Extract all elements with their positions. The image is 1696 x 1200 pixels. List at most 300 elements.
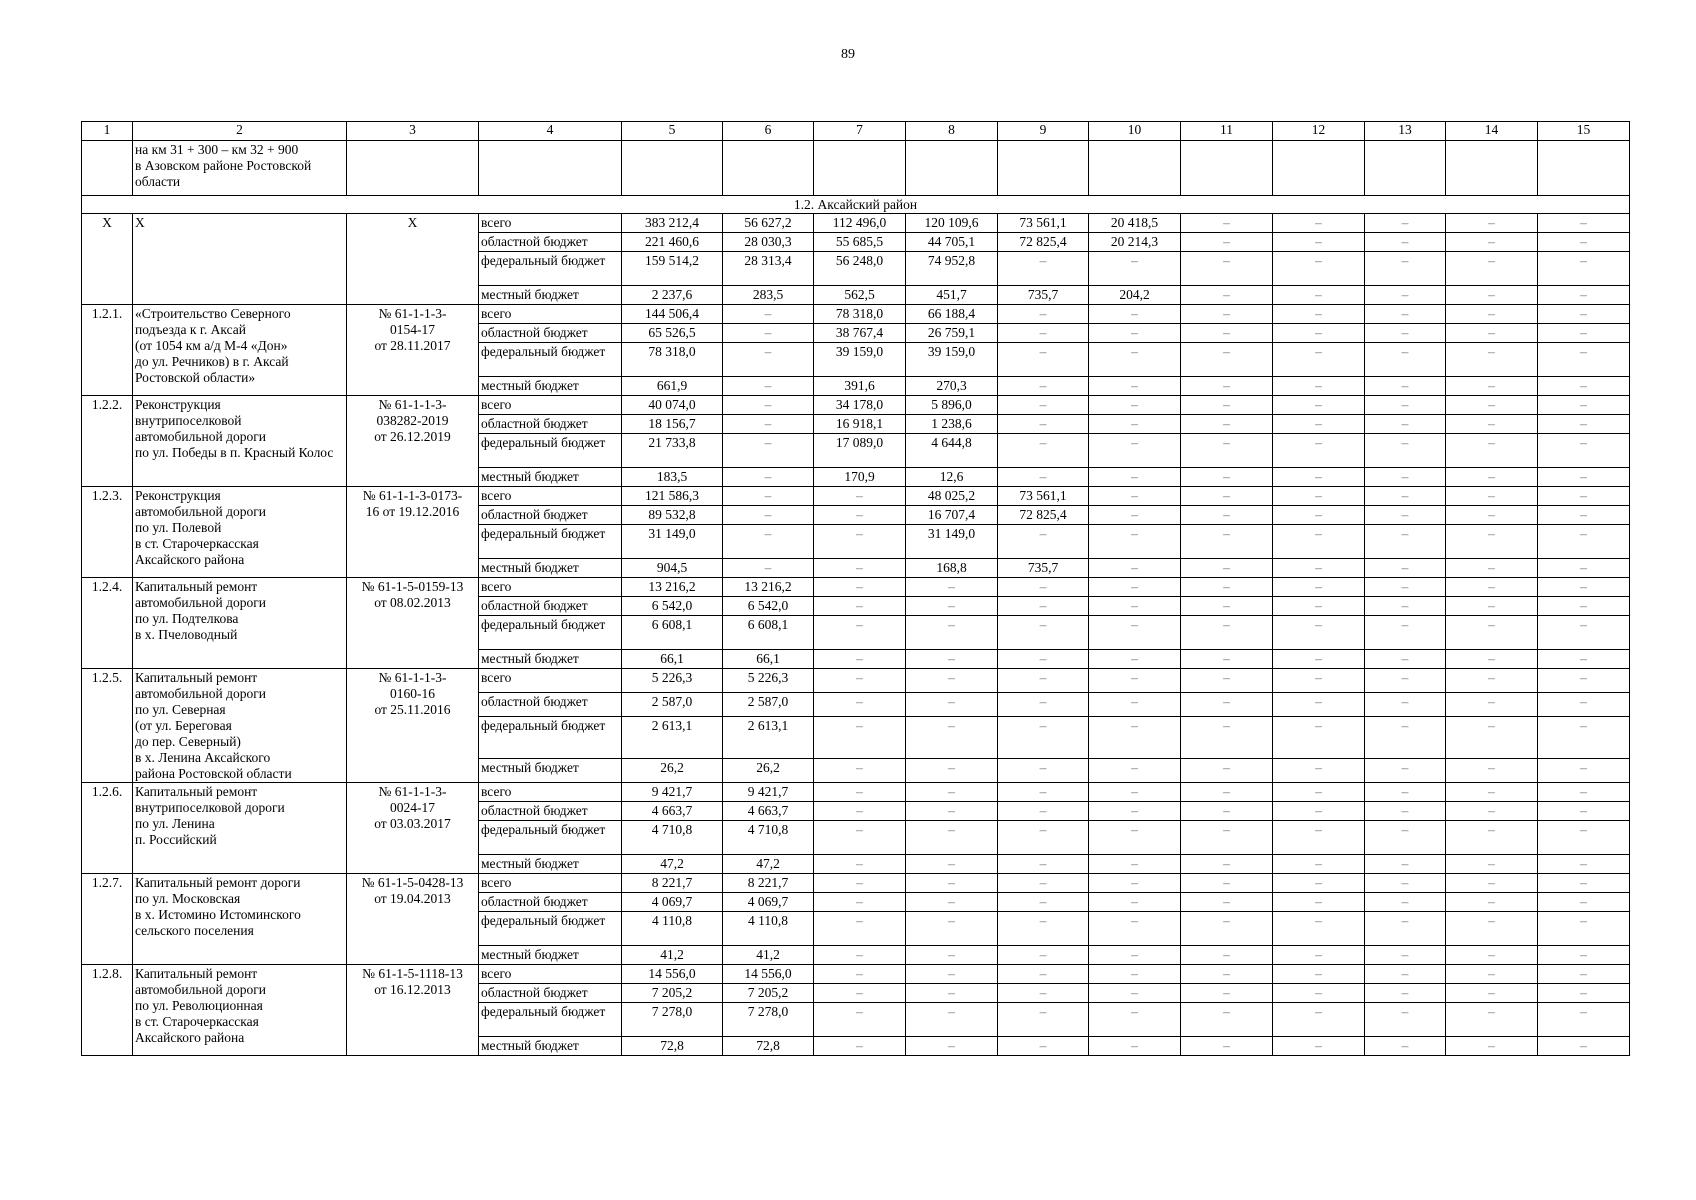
amount-cell: –: [1181, 286, 1273, 305]
amount-cell: –: [1365, 506, 1446, 525]
empty-cell: [1538, 141, 1630, 196]
amount-cell: –: [1089, 650, 1181, 669]
funding-source: всего: [479, 669, 622, 693]
amount-cell: –: [1446, 1003, 1538, 1037]
amount-cell: –: [814, 597, 906, 616]
funding-source: местный бюджет: [479, 759, 622, 783]
amount-cell: –: [1273, 343, 1365, 377]
amount-cell: –: [998, 759, 1089, 783]
column-number: 3: [347, 122, 479, 141]
amount-cell: 31 149,0: [622, 525, 723, 559]
amount-cell: –: [723, 415, 814, 434]
funding-source: областной бюджет: [479, 597, 622, 616]
amount-cell: –: [1365, 377, 1446, 396]
amount-cell: –: [1365, 343, 1446, 377]
amount-cell: –: [1446, 616, 1538, 650]
amount-cell: 7 205,2: [723, 984, 814, 1003]
funding-source: областной бюджет: [479, 984, 622, 1003]
amount-cell: –: [1365, 525, 1446, 559]
amount-cell: –: [1181, 396, 1273, 415]
item-code: X: [82, 214, 133, 305]
amount-cell: 735,7: [998, 286, 1089, 305]
amount-cell: 4 663,7: [622, 802, 723, 821]
amount-cell: –: [1446, 597, 1538, 616]
amount-cell: 6 542,0: [622, 597, 723, 616]
amount-cell: –: [1181, 252, 1273, 286]
amount-cell: 4 069,7: [622, 893, 723, 912]
table-row: [82, 965, 1630, 984]
amount-cell: 1 238,6: [906, 415, 998, 434]
amount-cell: –: [1538, 893, 1630, 912]
amount-cell: 89 532,8: [622, 506, 723, 525]
amount-cell: –: [1181, 343, 1273, 377]
funding-source: областной бюджет: [479, 233, 622, 252]
amount-cell: –: [814, 984, 906, 1003]
amount-cell: 18 156,7: [622, 415, 723, 434]
funding-source: областной бюджет: [479, 802, 622, 821]
amount-cell: –: [1089, 396, 1181, 415]
expertise-document: № 61-1-5-0428-13 от 19.04.2013: [347, 874, 479, 965]
amount-cell: –: [1538, 525, 1630, 559]
amount-cell: –: [1089, 912, 1181, 946]
amount-cell: 121 586,3: [622, 487, 723, 506]
amount-cell: –: [1446, 855, 1538, 874]
expertise-document: X: [347, 214, 479, 305]
amount-cell: –: [1181, 912, 1273, 946]
amount-cell: –: [1538, 233, 1630, 252]
amount-cell: –: [814, 1037, 906, 1056]
amount-cell: –: [1273, 252, 1365, 286]
amount-cell: –: [1089, 783, 1181, 802]
amount-cell: –: [1365, 305, 1446, 324]
amount-cell: –: [1089, 434, 1181, 468]
amount-cell: –: [814, 874, 906, 893]
empty-cell: [998, 141, 1089, 196]
amount-cell: –: [1089, 984, 1181, 1003]
amount-cell: 5 896,0: [906, 396, 998, 415]
amount-cell: –: [1273, 802, 1365, 821]
amount-cell: –: [1273, 984, 1365, 1003]
amount-cell: –: [906, 692, 998, 716]
funding-source: федеральный бюджет: [479, 616, 622, 650]
amount-cell: –: [814, 1003, 906, 1037]
empty-cell: [479, 141, 622, 196]
amount-cell: –: [1089, 559, 1181, 578]
amount-cell: –: [1446, 233, 1538, 252]
amount-cell: –: [998, 912, 1089, 946]
column-number: 2: [133, 122, 347, 141]
amount-cell: 170,9: [814, 468, 906, 487]
funding-source: областной бюджет: [479, 692, 622, 716]
amount-cell: 56 627,2: [723, 214, 814, 233]
amount-cell: –: [1365, 669, 1446, 693]
amount-cell: 47,2: [723, 855, 814, 874]
amount-cell: –: [998, 984, 1089, 1003]
amount-cell: 41,2: [723, 946, 814, 965]
amount-cell: 31 149,0: [906, 525, 998, 559]
amount-cell: 34 178,0: [814, 396, 906, 415]
empty-cell: [347, 141, 479, 196]
amount-cell: –: [998, 578, 1089, 597]
amount-cell: –: [1273, 286, 1365, 305]
amount-cell: –: [1538, 487, 1630, 506]
amount-cell: –: [998, 1003, 1089, 1037]
amount-cell: –: [1181, 783, 1273, 802]
amount-cell: –: [1089, 1037, 1181, 1056]
amount-cell: –: [814, 525, 906, 559]
amount-cell: 38 767,4: [814, 324, 906, 343]
amount-cell: 78 318,0: [814, 305, 906, 324]
amount-cell: 66 188,4: [906, 305, 998, 324]
amount-cell: 8 221,7: [622, 874, 723, 893]
amount-cell: –: [1273, 783, 1365, 802]
amount-cell: 2 587,0: [723, 692, 814, 716]
column-number: 15: [1538, 122, 1630, 141]
amount-cell: –: [998, 343, 1089, 377]
amount-cell: –: [1365, 783, 1446, 802]
amount-cell: –: [1365, 893, 1446, 912]
amount-cell: –: [1365, 324, 1446, 343]
amount-cell: –: [1446, 343, 1538, 377]
amount-cell: –: [1538, 506, 1630, 525]
amount-cell: –: [998, 855, 1089, 874]
amount-cell: 283,5: [723, 286, 814, 305]
amount-cell: –: [723, 396, 814, 415]
funding-source: всего: [479, 396, 622, 415]
amount-cell: –: [906, 912, 998, 946]
amount-cell: 14 556,0: [622, 965, 723, 984]
amount-cell: –: [1538, 434, 1630, 468]
amount-cell: 4 110,8: [622, 912, 723, 946]
amount-cell: –: [1273, 525, 1365, 559]
item-code: 1.2.7.: [82, 874, 133, 965]
column-number: 13: [1365, 122, 1446, 141]
amount-cell: –: [1446, 559, 1538, 578]
amount-cell: –: [1446, 821, 1538, 855]
funding-source: всего: [479, 965, 622, 984]
amount-cell: –: [1365, 415, 1446, 434]
item-code: 1.2.3.: [82, 487, 133, 578]
amount-cell: –: [1446, 1037, 1538, 1056]
amount-cell: –: [814, 783, 906, 802]
amount-cell: –: [906, 669, 998, 693]
column-number: 5: [622, 122, 723, 141]
amount-cell: 735,7: [998, 559, 1089, 578]
amount-cell: –: [1446, 252, 1538, 286]
amount-cell: –: [814, 912, 906, 946]
amount-cell: 13 216,2: [723, 578, 814, 597]
amount-cell: –: [1089, 506, 1181, 525]
amount-cell: 4 663,7: [723, 802, 814, 821]
amount-cell: –: [1365, 286, 1446, 305]
table-row: [82, 396, 1630, 415]
amount-cell: –: [1446, 912, 1538, 946]
amount-cell: 21 733,8: [622, 434, 723, 468]
object-name: Реконструкция автомобильной дороги по ул. Полевой в ст. Старочеркасская Аксайского района: [133, 487, 347, 578]
amount-cell: 144 506,4: [622, 305, 723, 324]
amount-cell: –: [723, 559, 814, 578]
amount-cell: –: [1273, 855, 1365, 874]
amount-cell: –: [814, 578, 906, 597]
funding-source: местный бюджет: [479, 855, 622, 874]
amount-cell: –: [1538, 324, 1630, 343]
amount-cell: –: [814, 559, 906, 578]
amount-cell: 66,1: [723, 650, 814, 669]
amount-cell: –: [1089, 578, 1181, 597]
amount-cell: –: [1446, 506, 1538, 525]
funding-source: всего: [479, 487, 622, 506]
amount-cell: –: [1181, 759, 1273, 783]
amount-cell: –: [998, 324, 1089, 343]
object-name: Реконструкция внутрипоселковой автомобильной дороги по ул. Победы в п. Красный Колос: [133, 396, 347, 487]
amount-cell: –: [1365, 716, 1446, 759]
amount-cell: 159 514,2: [622, 252, 723, 286]
amount-cell: –: [1273, 324, 1365, 343]
amount-cell: –: [998, 377, 1089, 396]
amount-cell: –: [1365, 434, 1446, 468]
funding-source: местный бюджет: [479, 377, 622, 396]
amount-cell: –: [723, 434, 814, 468]
amount-cell: –: [1446, 874, 1538, 893]
amount-cell: –: [906, 893, 998, 912]
amount-cell: –: [1538, 214, 1630, 233]
amount-cell: –: [1538, 377, 1630, 396]
amount-cell: 20 214,3: [1089, 233, 1181, 252]
amount-cell: –: [1538, 855, 1630, 874]
amount-cell: –: [1089, 597, 1181, 616]
amount-cell: –: [723, 487, 814, 506]
amount-cell: –: [906, 821, 998, 855]
amount-cell: –: [1181, 821, 1273, 855]
amount-cell: 112 496,0: [814, 214, 906, 233]
amount-cell: –: [1089, 692, 1181, 716]
object-name: Капитальный ремонт автомобильной дороги по ул. Северная (от ул. Береговая до пер. Северный) в х. Ленина Аксайского района Ростовской области: [133, 669, 347, 783]
amount-cell: –: [1089, 855, 1181, 874]
expertise-document: № 61-1-1-3-0173- 16 от 19.12.2016: [347, 487, 479, 578]
amount-cell: –: [1089, 616, 1181, 650]
amount-cell: –: [1365, 578, 1446, 597]
funding-source: федеральный бюджет: [479, 821, 622, 855]
amount-cell: 183,5: [622, 468, 723, 487]
amount-cell: –: [906, 783, 998, 802]
amount-cell: 73 561,1: [998, 487, 1089, 506]
amount-cell: –: [1181, 855, 1273, 874]
amount-cell: –: [814, 716, 906, 759]
amount-cell: –: [1273, 233, 1365, 252]
funding-source: федеральный бюджет: [479, 716, 622, 759]
object-name: Капитальный ремонт дороги по ул. Московская в х. Истомино Истоминского сельского поселения: [133, 874, 347, 965]
amount-cell: –: [998, 965, 1089, 984]
amount-cell: –: [1273, 1003, 1365, 1037]
amount-cell: –: [1181, 650, 1273, 669]
amount-cell: 39 159,0: [814, 343, 906, 377]
amount-cell: –: [906, 984, 998, 1003]
funding-source: федеральный бюджет: [479, 252, 622, 286]
amount-cell: –: [1089, 669, 1181, 693]
amount-cell: –: [1273, 1037, 1365, 1056]
amount-cell: –: [1446, 802, 1538, 821]
amount-cell: –: [1446, 468, 1538, 487]
amount-cell: –: [1273, 415, 1365, 434]
amount-cell: –: [906, 578, 998, 597]
amount-cell: 4 069,7: [723, 893, 814, 912]
amount-cell: –: [1181, 597, 1273, 616]
amount-cell: –: [1181, 802, 1273, 821]
amount-cell: –: [1446, 578, 1538, 597]
amount-cell: –: [1538, 468, 1630, 487]
amount-cell: –: [1538, 984, 1630, 1003]
table-row: [82, 305, 1630, 324]
amount-cell: –: [814, 506, 906, 525]
amount-cell: –: [814, 650, 906, 669]
amount-cell: –: [1446, 324, 1538, 343]
amount-cell: –: [1446, 669, 1538, 693]
financing-table: [81, 121, 1630, 1056]
funding-source: всего: [479, 874, 622, 893]
amount-cell: –: [1538, 616, 1630, 650]
funding-source: всего: [479, 214, 622, 233]
amount-cell: –: [1365, 559, 1446, 578]
amount-cell: –: [906, 855, 998, 874]
amount-cell: 72 825,4: [998, 233, 1089, 252]
amount-cell: –: [1181, 377, 1273, 396]
amount-cell: –: [1365, 252, 1446, 286]
empty-cell: [1089, 141, 1181, 196]
amount-cell: –: [1181, 616, 1273, 650]
amount-cell: 9 421,7: [723, 783, 814, 802]
empty-cell: [1181, 141, 1273, 196]
amount-cell: –: [998, 893, 1089, 912]
amount-cell: –: [1365, 965, 1446, 984]
amount-cell: –: [1365, 616, 1446, 650]
amount-cell: –: [998, 874, 1089, 893]
funding-source: местный бюджет: [479, 559, 622, 578]
empty-cell: [1273, 141, 1365, 196]
amount-cell: –: [1365, 692, 1446, 716]
amount-cell: 4 710,8: [723, 821, 814, 855]
amount-cell: –: [1538, 305, 1630, 324]
amount-cell: –: [1446, 525, 1538, 559]
amount-cell: –: [1446, 946, 1538, 965]
funding-source: всего: [479, 783, 622, 802]
funding-source: областной бюджет: [479, 324, 622, 343]
expertise-document: № 61-1-5-0159-13 от 08.02.2013: [347, 578, 479, 669]
amount-cell: –: [1365, 1037, 1446, 1056]
amount-cell: –: [1365, 984, 1446, 1003]
amount-cell: –: [1446, 716, 1538, 759]
funding-source: местный бюджет: [479, 468, 622, 487]
funding-source: федеральный бюджет: [479, 912, 622, 946]
amount-cell: –: [998, 802, 1089, 821]
column-number: 8: [906, 122, 998, 141]
amount-cell: –: [1365, 802, 1446, 821]
object-name: Капитальный ремонт внутрипоселковой дороги по ул. Ленина п. Российский: [133, 783, 347, 874]
amount-cell: –: [906, 759, 998, 783]
amount-cell: –: [1181, 468, 1273, 487]
amount-cell: –: [1089, 415, 1181, 434]
table-row: [82, 783, 1630, 802]
amount-cell: –: [1181, 965, 1273, 984]
amount-cell: –: [814, 669, 906, 693]
amount-cell: 12,6: [906, 468, 998, 487]
amount-cell: 28 030,3: [723, 233, 814, 252]
amount-cell: –: [906, 1003, 998, 1037]
amount-cell: 13 216,2: [622, 578, 723, 597]
amount-cell: 2 587,0: [622, 692, 723, 716]
amount-cell: –: [998, 252, 1089, 286]
amount-cell: –: [1089, 759, 1181, 783]
amount-cell: –: [998, 616, 1089, 650]
amount-cell: 562,5: [814, 286, 906, 305]
amount-cell: 383 212,4: [622, 214, 723, 233]
amount-cell: –: [1089, 305, 1181, 324]
amount-cell: –: [906, 716, 998, 759]
amount-cell: –: [1181, 305, 1273, 324]
amount-cell: –: [814, 692, 906, 716]
amount-cell: –: [1273, 946, 1365, 965]
amount-cell: –: [906, 1037, 998, 1056]
amount-cell: –: [1538, 415, 1630, 434]
amount-cell: 20 418,5: [1089, 214, 1181, 233]
amount-cell: –: [906, 597, 998, 616]
table-row: [82, 578, 1630, 597]
amount-cell: –: [1365, 874, 1446, 893]
item-code: 1.2.6.: [82, 783, 133, 874]
amount-cell: –: [1273, 506, 1365, 525]
empty-cell: [1446, 141, 1538, 196]
amount-cell: –: [1365, 912, 1446, 946]
amount-cell: –: [998, 597, 1089, 616]
amount-cell: –: [1365, 487, 1446, 506]
section-title: 1.2. Аксайский район: [82, 196, 1630, 214]
column-number: 14: [1446, 122, 1538, 141]
amount-cell: –: [1538, 716, 1630, 759]
expertise-document: № 61-1-1-3- 0154-17 от 28.11.2017: [347, 305, 479, 396]
amount-cell: –: [1538, 343, 1630, 377]
amount-cell: –: [1538, 578, 1630, 597]
amount-cell: –: [1181, 669, 1273, 693]
amount-cell: –: [1446, 377, 1538, 396]
amount-cell: –: [906, 874, 998, 893]
amount-cell: –: [723, 468, 814, 487]
amount-cell: 6 608,1: [622, 616, 723, 650]
empty-cell: [906, 141, 998, 196]
amount-cell: 168,8: [906, 559, 998, 578]
amount-cell: –: [814, 821, 906, 855]
amount-cell: –: [1446, 396, 1538, 415]
amount-cell: –: [998, 650, 1089, 669]
amount-cell: –: [998, 821, 1089, 855]
amount-cell: 26,2: [622, 759, 723, 783]
object-name: X: [133, 214, 347, 305]
amount-cell: –: [906, 616, 998, 650]
table-row: [82, 214, 1630, 233]
funding-source: местный бюджет: [479, 946, 622, 965]
amount-cell: 16 918,1: [814, 415, 906, 434]
amount-cell: 661,9: [622, 377, 723, 396]
amount-cell: –: [814, 965, 906, 984]
column-number-row: [82, 122, 1630, 141]
amount-cell: –: [1365, 759, 1446, 783]
amount-cell: –: [1538, 597, 1630, 616]
amount-cell: –: [814, 893, 906, 912]
amount-cell: –: [1273, 305, 1365, 324]
amount-cell: –: [906, 650, 998, 669]
amount-cell: –: [1446, 286, 1538, 305]
column-number: 4: [479, 122, 622, 141]
amount-cell: –: [1273, 912, 1365, 946]
amount-cell: –: [1538, 1037, 1630, 1056]
